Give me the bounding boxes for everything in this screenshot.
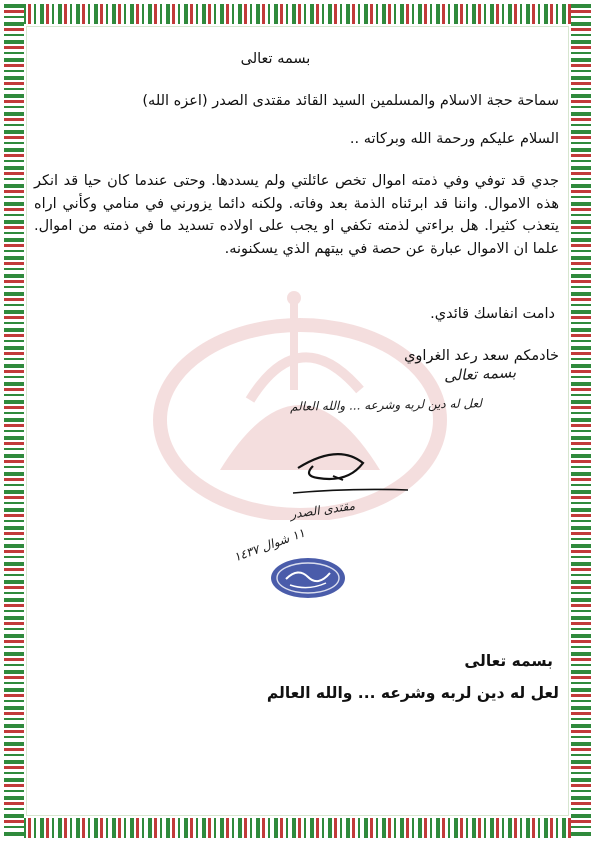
handwritten-basmala: بسمه تعالى	[443, 363, 517, 385]
letter-sender: خادمكم سعد رعد الغراوي	[404, 348, 559, 364]
letter-greeting: السلام عليكم ورحمة الله وبركاته ..	[349, 131, 559, 147]
handwritten-date: ١١ شوال ١٤٣٧	[231, 525, 307, 565]
decorative-border-bottom	[4, 818, 591, 838]
letter-basmala	[0, 48, 595, 70]
letter-closing: دامت انفاسك قائدي.	[430, 306, 555, 322]
letter-addressee: سماحة حجة الاسلام والمسلمين السيد القائد مقتدى الصدر (اعزه الله)	[142, 93, 559, 109]
official-seal-stamp	[268, 555, 348, 601]
decorative-border-right	[571, 4, 591, 838]
letter-body: جدي قد توفي وفي ذمته اموال تخص عائلتي ولم يسددها. وحتى عندما كان حيا قد انكر هذه الاموال. واننا قد ابرئناه الذمة بعد وفاته. ولكنه دائما يزورني في منامي وكأني اراه يتعذب كثيرا. هل براءتي لذمته تكفي او يجب على اولاده تسديد ما في ذمته من اموال. علما ان الاموال عبارة عن حصة في بيتهم الذي يسكنونه.	[34, 173, 559, 257]
signature-name: مقتدى الصدر	[289, 498, 356, 522]
decorative-border-top	[4, 4, 591, 24]
handwritten-answer: لعل له دين لربه وشرعه ... والله العالم	[289, 396, 483, 414]
printed-basmala: بسمه تعالى	[464, 652, 553, 670]
basmala-text: بسمه تعالى	[240, 51, 311, 67]
printed-answer: لعل له دين لربه وشرعه ... والله العالم	[266, 684, 559, 702]
decorative-border-left	[4, 4, 24, 838]
